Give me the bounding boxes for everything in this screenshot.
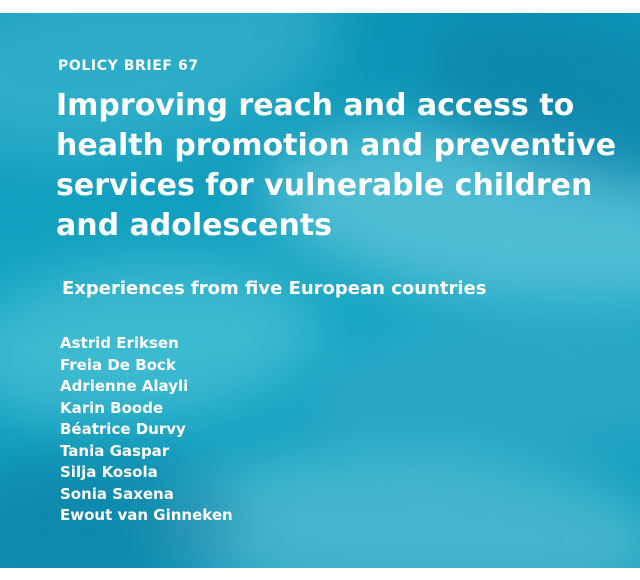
document-title: Improving reach and access to health promotion and preventive services for vulnerable children and adolescents <box>56 88 617 243</box>
author-name: Ewout van Ginneken <box>60 506 233 524</box>
author-name: Silja Kosola <box>60 463 158 481</box>
document-subtitle: Experiences from five European countries <box>62 278 487 299</box>
author-name: Béatrice Durvy <box>60 420 186 438</box>
author-name: Karin Boode <box>60 398 164 417</box>
author-name: Adrienne Alayli <box>60 377 189 395</box>
author-name: Freia De Bock <box>60 355 176 374</box>
series-label: POLICY BRIEF 67 <box>58 58 199 74</box>
author-name: Astrid Eriksen <box>60 334 179 352</box>
author-name: Tania Gaspar <box>60 441 170 460</box>
author-name: Sonia Saxena <box>60 484 174 503</box>
author-list <box>60 333 233 527</box>
